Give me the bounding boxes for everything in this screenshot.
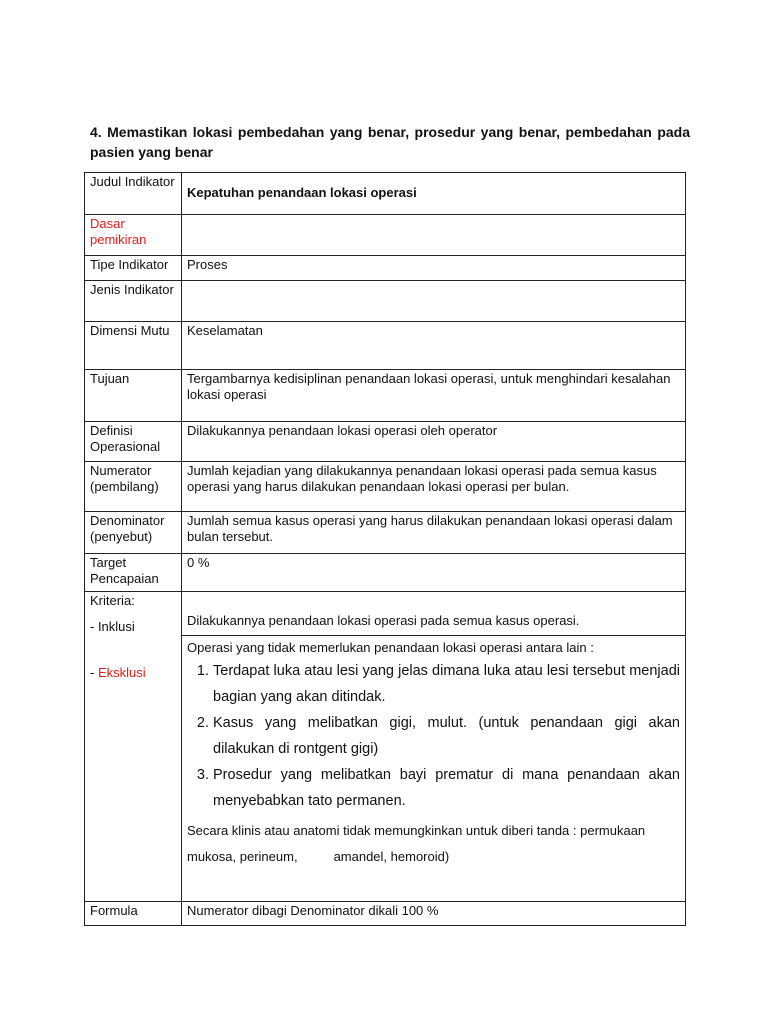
row-value: Numerator dibagi Denominator dikali 100 % bbox=[182, 902, 686, 926]
row-label: Formula bbox=[85, 902, 182, 926]
row-value: Proses bbox=[182, 256, 686, 281]
table-row bbox=[85, 322, 686, 370]
row-label: Dasar pemikiran bbox=[85, 215, 182, 256]
row-label: Numerator (pembilang) bbox=[85, 462, 182, 512]
table-row bbox=[85, 554, 686, 592]
table-row bbox=[85, 215, 686, 256]
table-row bbox=[85, 512, 686, 554]
row-label: Denominator (penyebut) bbox=[85, 512, 182, 554]
row-label: Judul Indikator bbox=[85, 173, 182, 215]
exclusion-label: - Eksklusi bbox=[90, 665, 146, 680]
table-row bbox=[85, 173, 686, 215]
row-value bbox=[182, 215, 686, 256]
section-title: . Memastikan lokasi pembedahan yang benar, prosedur yang benar, pembedahan pada pasien yang benar bbox=[90, 124, 690, 160]
table-row bbox=[85, 902, 686, 926]
section-heading bbox=[90, 122, 690, 162]
inclusion-label: - Inklusi bbox=[90, 619, 135, 634]
row-value: 0 % bbox=[182, 554, 686, 592]
row-label: Tujuan bbox=[85, 370, 182, 422]
indicator-table bbox=[84, 172, 686, 926]
row-value: Jumlah kejadian yang dilakukannya penandaan lokasi operasi pada semua kasus operasi yang harus dilakukan penandaan lokasi operasi per bulan. bbox=[182, 462, 686, 512]
section-number: 4 bbox=[90, 124, 98, 140]
row-label: Target Pencapaian bbox=[85, 554, 182, 592]
list-item: 2. Kasus yang melibatkan gigi, mulut. (untuk penandaan gigi akan dilakukan di rontgent gigi) bbox=[213, 710, 680, 762]
row-value: Keselamatan bbox=[182, 322, 686, 370]
exclusion-intro: Operasi yang tidak memerlukan penandaan lokasi operasi antara lain : bbox=[187, 640, 594, 655]
list-item: 1. Terdapat luka atau lesi yang jelas dimana luka atau lesi tersebut menjadi bagian yang akan ditindak. bbox=[213, 658, 680, 710]
table-row bbox=[85, 370, 686, 422]
row-label: Tipe Indikator bbox=[85, 256, 182, 281]
row-value: Dilakukannya penandaan lokasi operasi oleh operator bbox=[182, 422, 686, 462]
exclusion-note: Secara klinis atau anatomi tidak memungkinkan untuk diberi tanda : permukaan mukosa, perineum, amandel, hemoroid) bbox=[187, 823, 646, 864]
row-value: Jumlah semua kasus operasi yang harus dilakukan penandaan lokasi operasi dalam bulan tersebut. bbox=[182, 512, 686, 554]
list-item: 3. Prosedur yang melibatkan bayi prematur di mana penandaan akan menyebabkan tato permanen. bbox=[213, 762, 680, 814]
table-row bbox=[85, 592, 686, 902]
row-label: Dimensi Mutu bbox=[85, 322, 182, 370]
criteria-label-cell bbox=[85, 592, 182, 902]
table-row bbox=[85, 422, 686, 462]
row-label: Jenis Indikator bbox=[85, 281, 182, 322]
row-value bbox=[182, 281, 686, 322]
criteria-label: Kriteria: bbox=[90, 593, 135, 608]
table-row bbox=[85, 281, 686, 322]
row-value: Tergambarnya kedisiplinan penandaan lokasi operasi, untuk menghindari kesalahan lokasi operasi bbox=[182, 370, 686, 422]
indicator-title: Kepatuhan penandaan lokasi operasi bbox=[182, 173, 686, 215]
inclusion-value: Dilakukannya penandaan lokasi operasi pada semua kasus operasi. bbox=[182, 603, 685, 636]
table-row bbox=[85, 256, 686, 281]
exclusion-list bbox=[187, 658, 680, 814]
table-row bbox=[85, 462, 686, 512]
criteria-value-cell bbox=[182, 592, 686, 902]
row-label: Definisi Operasional bbox=[85, 422, 182, 462]
